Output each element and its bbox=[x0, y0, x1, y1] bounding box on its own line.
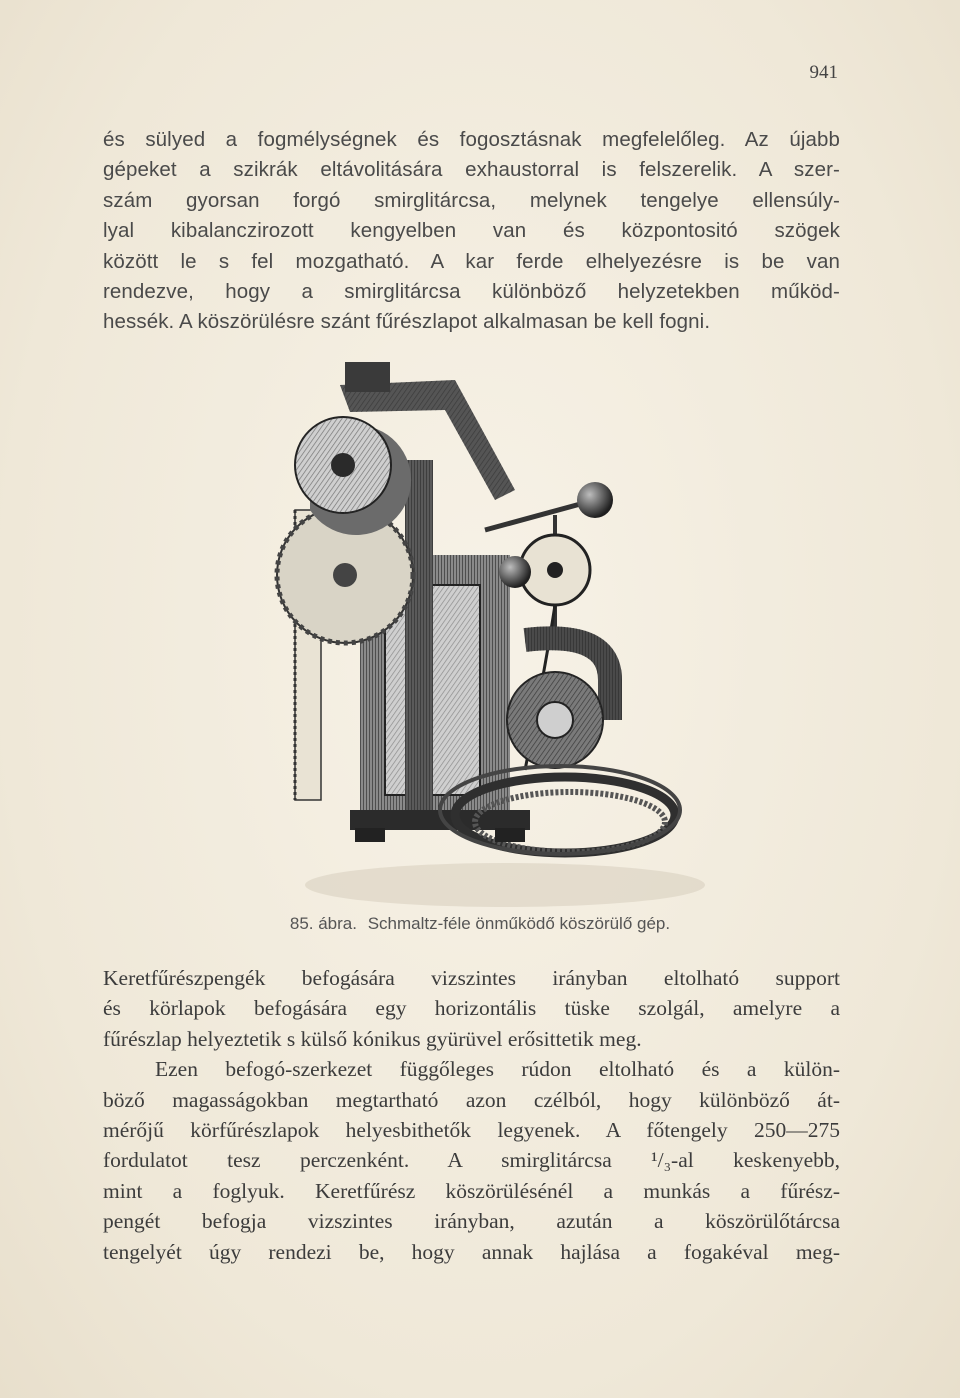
figure-caption bbox=[0, 914, 960, 934]
text-line: mérőjű körfűrészlapok helyesbithetők legyenek. A főtengely 250—275 bbox=[103, 1118, 840, 1143]
text-line: szám gyorsan forgó smirglitárcsa, melynek tengelye ellensúly- bbox=[103, 188, 840, 212]
text-line: mint a foglyuk. Keretfűrész köszörülésénél a munkás a fűrész- bbox=[103, 1178, 840, 1203]
page-number: 941 bbox=[809, 62, 838, 83]
text-line: lyal kibalanczirozott kengyelben van és központositó szögek bbox=[103, 219, 840, 243]
machine-illustration bbox=[255, 340, 705, 915]
text-line: gépeket a szikrák eltávolitására exhaustorral is felszerelik. A szer- bbox=[103, 158, 840, 182]
text-line: Keretfűrészpengék befogására vizszintes irányban eltolható support bbox=[103, 966, 840, 990]
bottom-paragraph bbox=[103, 963, 840, 1267]
text-line: fordulatot tesz perczenként. A smirglitárcsa ¹/₃-al keskenyebb, bbox=[103, 1148, 840, 1173]
text-line: hessék. A köszörülésre szánt fűrészlapot alkalmasan be kell fogni. bbox=[103, 310, 711, 334]
text-line: és sülyed a fogmélységnek és fogosztásnak megfelelőleg. Az újabb bbox=[103, 128, 840, 151]
text-line: tengelyét úgy rendezi be, hogy annak hajlása a fogakéval meg- bbox=[103, 1239, 840, 1264]
grinding-machine-engraving bbox=[255, 340, 705, 915]
text-line: között le s fel mozgatható. A kar ferde elhelyezésre is be van bbox=[103, 249, 840, 273]
text-line: fűrészlap helyeztetik s külső kónikus gyürüvel erősittetik meg. bbox=[103, 1026, 642, 1051]
text-line: és körlapok befogására egy horizontális tüske szolgál, amelyre a bbox=[103, 996, 840, 1021]
figure-caption-text: Schmaltz-féle önműködő köszörülő gép. bbox=[367, 914, 671, 933]
text-line: böző magasságokban megtartható azon czélból, hogy különböző át- bbox=[103, 1087, 840, 1112]
top-paragraph bbox=[103, 125, 840, 338]
text-line: rendezve, hogy a smirglitárcsa különböző helyzetekben működ- bbox=[103, 280, 840, 304]
text-line: Ezen befogó-szerkezet függőleges rúdon eltolható és a külön- bbox=[155, 1057, 840, 1082]
figure-number: 85. ábra. bbox=[289, 914, 357, 933]
text-line: pengét befogja vizszintes irányban, azután a köszörülőtárcsa bbox=[103, 1209, 840, 1234]
